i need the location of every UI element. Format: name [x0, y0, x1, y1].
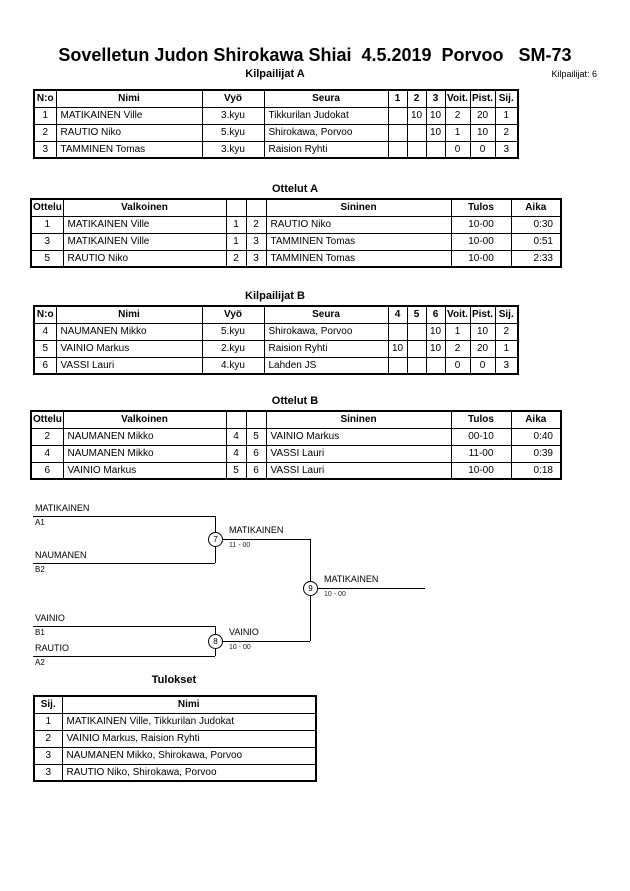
- header-row: [31, 199, 561, 216]
- table-cell: 6: [246, 462, 266, 479]
- bracket-seed-label: B1: [35, 628, 45, 637]
- table-cell: Raision Ryhti: [264, 141, 388, 158]
- table-cell: Lahden JS: [264, 357, 388, 374]
- bracket-line: [33, 626, 215, 627]
- table-cell: [407, 124, 426, 141]
- bracket-line: [33, 516, 215, 517]
- table-cell: 5.kyu: [202, 124, 264, 141]
- table-cell: [407, 141, 426, 158]
- column-header: [246, 411, 266, 428]
- table-cell: 5: [31, 250, 63, 267]
- bracket-player-label: RAUTIO: [35, 643, 70, 653]
- table-row: [31, 250, 561, 267]
- table-cell: 2: [445, 107, 470, 124]
- table-row: [31, 233, 561, 250]
- section-heading: Ottelut A: [271, 183, 319, 195]
- table-cell: VAINIO Markus, Raision Ryhti: [62, 730, 316, 747]
- table-cell: 10-00: [451, 250, 511, 267]
- table-cell: [388, 107, 407, 124]
- column-header: Nimi: [62, 696, 316, 713]
- bracket-line: [33, 563, 215, 564]
- column-header: Valkoinen: [63, 411, 226, 428]
- table-cell: 1: [226, 233, 246, 250]
- match-number-badge: 9: [303, 581, 318, 596]
- table-cell: [426, 141, 445, 158]
- table-cell: 4: [31, 445, 63, 462]
- table-cell: 00-10: [451, 428, 511, 445]
- table-cell: RAUTIO Niko, Shirokawa, Porvoo: [62, 764, 316, 781]
- table-cell: VAINIO Markus: [266, 428, 451, 445]
- table-body: [34, 323, 518, 374]
- table-cell: 3.kyu: [202, 107, 264, 124]
- table-cell: 3: [246, 233, 266, 250]
- column-header: Sininen: [266, 199, 451, 216]
- table-cell: 2: [34, 730, 62, 747]
- column-header: Aika: [511, 411, 561, 428]
- column-header: Sij.: [495, 306, 518, 323]
- table-cell: 6: [246, 445, 266, 462]
- table-cell: 2:33: [511, 250, 561, 267]
- bracket-winner-label: MATIKAINEN: [324, 574, 379, 584]
- table-cell: 3: [34, 141, 56, 158]
- column-header: [226, 411, 246, 428]
- table-cell: 5: [226, 462, 246, 479]
- table-cell: 0:30: [511, 216, 561, 233]
- table-cell: MATIKAINEN Ville: [63, 216, 226, 233]
- table-cell: 1: [445, 323, 470, 340]
- table-cell: 10-00: [451, 216, 511, 233]
- table-cell: NAUMANEN Mikko: [63, 428, 226, 445]
- table-cell: [388, 141, 407, 158]
- bracket-player-label: VAINIO: [35, 613, 65, 623]
- table-cell: 5.kyu: [202, 323, 264, 340]
- table-cell: 0: [470, 141, 495, 158]
- ottelut-a-table: [30, 198, 562, 268]
- bracket-line: [215, 641, 310, 642]
- table-cell: MATIKAINEN Ville: [56, 107, 202, 124]
- table-cell: 20: [470, 340, 495, 357]
- column-header: Voit.: [445, 90, 470, 107]
- table-row: [34, 124, 518, 141]
- column-header: Pist.: [470, 306, 495, 323]
- table-row: [34, 357, 518, 374]
- table-cell: 3: [246, 250, 266, 267]
- table-cell: 2: [445, 340, 470, 357]
- table-cell: VASSI Lauri: [266, 445, 451, 462]
- column-header: Sininen: [266, 411, 451, 428]
- column-header: 4: [388, 306, 407, 323]
- competitors-count: Kilpailijat: 6: [551, 69, 597, 79]
- table-cell: VASSI Lauri: [56, 357, 202, 374]
- column-header: Nimi: [56, 306, 202, 323]
- table-cell: 10: [470, 124, 495, 141]
- table-row: [34, 713, 316, 730]
- bracket-seed-label: B2: [35, 565, 45, 574]
- table-cell: 2.kyu: [202, 340, 264, 357]
- table-cell: 1: [31, 216, 63, 233]
- table-body: [31, 216, 561, 267]
- table-cell: TAMMINEN Tomas: [56, 141, 202, 158]
- table-cell: 1: [226, 216, 246, 233]
- table-cell: Shirokawa, Porvoo: [264, 124, 388, 141]
- table-cell: [426, 357, 445, 374]
- column-header: Sij.: [34, 696, 62, 713]
- table-row: [34, 141, 518, 158]
- table-cell: NAUMANEN Mikko: [56, 323, 202, 340]
- bracket-winner-label: VAINIO: [229, 627, 259, 637]
- header-row: [34, 696, 316, 713]
- match-number-badge: 7: [208, 532, 223, 547]
- column-header: Tulos: [451, 411, 511, 428]
- table-cell: 3.kyu: [202, 141, 264, 158]
- bracket-seed-label: A1: [35, 518, 45, 527]
- table-body: [34, 713, 316, 781]
- table-cell: 4: [34, 323, 56, 340]
- table-cell: VAINIO Markus: [56, 340, 202, 357]
- table-cell: 3: [34, 764, 62, 781]
- tulokset-table: [33, 695, 317, 782]
- section-ottelut-b: [30, 395, 560, 480]
- column-header: Valkoinen: [63, 199, 226, 216]
- table-cell: 4: [226, 445, 246, 462]
- table-cell: 0:40: [511, 428, 561, 445]
- section-kilpailijat-b: [33, 290, 517, 375]
- table-cell: 0:18: [511, 462, 561, 479]
- section-heading: Tulokset: [151, 674, 197, 686]
- column-header: [246, 199, 266, 216]
- table-cell: 3: [495, 357, 518, 374]
- section-tulokset: [33, 674, 315, 782]
- column-header: Vyö: [202, 90, 264, 107]
- kilpailijat-b-table: [33, 305, 519, 375]
- table-cell: 1: [495, 107, 518, 124]
- table-cell: RAUTIO Niko: [63, 250, 226, 267]
- bracket-line: [215, 539, 310, 540]
- column-header: Aika: [511, 199, 561, 216]
- table-cell: RAUTIO Niko: [56, 124, 202, 141]
- table-row: [31, 462, 561, 479]
- column-header: Vyö: [202, 306, 264, 323]
- table-cell: 6: [34, 357, 56, 374]
- table-cell: VAINIO Markus: [63, 462, 226, 479]
- section-kilpailijat-a: [33, 68, 517, 159]
- table-cell: 1: [495, 340, 518, 357]
- column-header: Ottelu: [31, 411, 63, 428]
- bracket-line: [310, 588, 425, 589]
- table-cell: [388, 357, 407, 374]
- column-header: N:o: [34, 306, 56, 323]
- table-cell: 10: [407, 107, 426, 124]
- table-cell: 10: [426, 124, 445, 141]
- column-header: Pist.: [470, 90, 495, 107]
- table-cell: Tikkurilan Judokat: [264, 107, 388, 124]
- bracket-line: [33, 656, 215, 657]
- table-cell: 2: [226, 250, 246, 267]
- table-cell: 5: [34, 340, 56, 357]
- table-cell: 10: [426, 323, 445, 340]
- table-body: [31, 428, 561, 479]
- table-cell: RAUTIO Niko: [266, 216, 451, 233]
- table-cell: 0: [445, 357, 470, 374]
- table-cell: 20: [470, 107, 495, 124]
- table-row: [34, 747, 316, 764]
- table-body: [34, 107, 518, 158]
- table-cell: [407, 340, 426, 357]
- table-cell: 0:39: [511, 445, 561, 462]
- table-row: [34, 323, 518, 340]
- column-header: Seura: [264, 306, 388, 323]
- table-cell: 10: [426, 107, 445, 124]
- column-header: Ottelu: [31, 199, 63, 216]
- bracket-winner-label: MATIKAINEN: [229, 525, 284, 535]
- table-cell: 0: [445, 141, 470, 158]
- table-cell: [388, 323, 407, 340]
- table-cell: VASSI Lauri: [266, 462, 451, 479]
- table-cell: 10: [388, 340, 407, 357]
- table-cell: 2: [34, 124, 56, 141]
- column-header: Nimi: [56, 90, 202, 107]
- header-row: [34, 90, 518, 107]
- table-row: [34, 730, 316, 747]
- table-cell: 0:51: [511, 233, 561, 250]
- bracket-player-label: NAUMANEN: [35, 550, 87, 560]
- table-cell: TAMMINEN Tomas: [266, 233, 451, 250]
- document-title: Sovelletun Judon Shirokawa Shiai 4.5.2019 Porvoo SM-73: [58, 45, 572, 65]
- table-cell: 1: [445, 124, 470, 141]
- table-cell: 3: [495, 141, 518, 158]
- column-header: 3: [426, 90, 445, 107]
- header-row: [31, 411, 561, 428]
- table-cell: 10: [470, 323, 495, 340]
- kilpailijat-a-table: [33, 89, 519, 159]
- table-cell: 1: [34, 713, 62, 730]
- table-row: [34, 107, 518, 124]
- bracket-score-label: 11 - 00: [229, 542, 251, 549]
- table-cell: 1: [34, 107, 56, 124]
- column-header: 5: [407, 306, 426, 323]
- table-cell: Shirokawa, Porvoo: [264, 323, 388, 340]
- table-cell: [407, 323, 426, 340]
- column-header: Tulos: [451, 199, 511, 216]
- table-cell: 10-00: [451, 462, 511, 479]
- table-cell: 2: [31, 428, 63, 445]
- table-cell: 3: [31, 233, 63, 250]
- table-cell: NAUMANEN Mikko: [63, 445, 226, 462]
- column-header: Voit.: [445, 306, 470, 323]
- section-ottelut-a: [30, 183, 560, 268]
- table-cell: [407, 357, 426, 374]
- column-header: Sij.: [495, 90, 518, 107]
- bracket-diagram: [0, 496, 630, 668]
- table-cell: 5: [246, 428, 266, 445]
- table-row: [34, 340, 518, 357]
- table-cell: 2: [495, 124, 518, 141]
- column-header: N:o: [34, 90, 56, 107]
- bracket-score-label: 10 - 00: [229, 644, 251, 651]
- section-heading: Kilpailijat B: [245, 290, 305, 302]
- table-cell: 2: [495, 323, 518, 340]
- table-row: [31, 428, 561, 445]
- section-heading: Kilpailijat A: [245, 68, 305, 80]
- bracket-score-label: 10 - 00: [324, 591, 346, 598]
- table-cell: 2: [246, 216, 266, 233]
- section-heading: Ottelut B: [271, 395, 319, 407]
- table-cell: 3: [34, 747, 62, 764]
- bracket-seed-label: A2: [35, 658, 45, 667]
- table-cell: MATIKAINEN Ville: [63, 233, 226, 250]
- table-row: [34, 764, 316, 781]
- table-cell: Raision Ryhti: [264, 340, 388, 357]
- column-header: 6: [426, 306, 445, 323]
- header-row: [34, 306, 518, 323]
- table-cell: NAUMANEN Mikko, Shirokawa, Porvoo: [62, 747, 316, 764]
- table-row: [31, 445, 561, 462]
- match-number-badge: 8: [208, 634, 223, 649]
- bracket-player-label: MATIKAINEN: [35, 503, 90, 513]
- table-cell: [388, 124, 407, 141]
- table-cell: MATIKAINEN Ville, Tikkurilan Judokat: [62, 713, 316, 730]
- table-cell: 0: [470, 357, 495, 374]
- table-cell: 11-00: [451, 445, 511, 462]
- table-cell: 4: [226, 428, 246, 445]
- table-cell: TAMMINEN Tomas: [266, 250, 451, 267]
- column-header: 1: [388, 90, 407, 107]
- table-cell: 6: [31, 462, 63, 479]
- table-cell: 10-00: [451, 233, 511, 250]
- column-header: 2: [407, 90, 426, 107]
- table-cell: 10: [426, 340, 445, 357]
- column-header: Seura: [264, 90, 388, 107]
- ottelut-b-table: [30, 410, 562, 480]
- table-cell: 4.kyu: [202, 357, 264, 374]
- table-row: [31, 216, 561, 233]
- column-header: [226, 199, 246, 216]
